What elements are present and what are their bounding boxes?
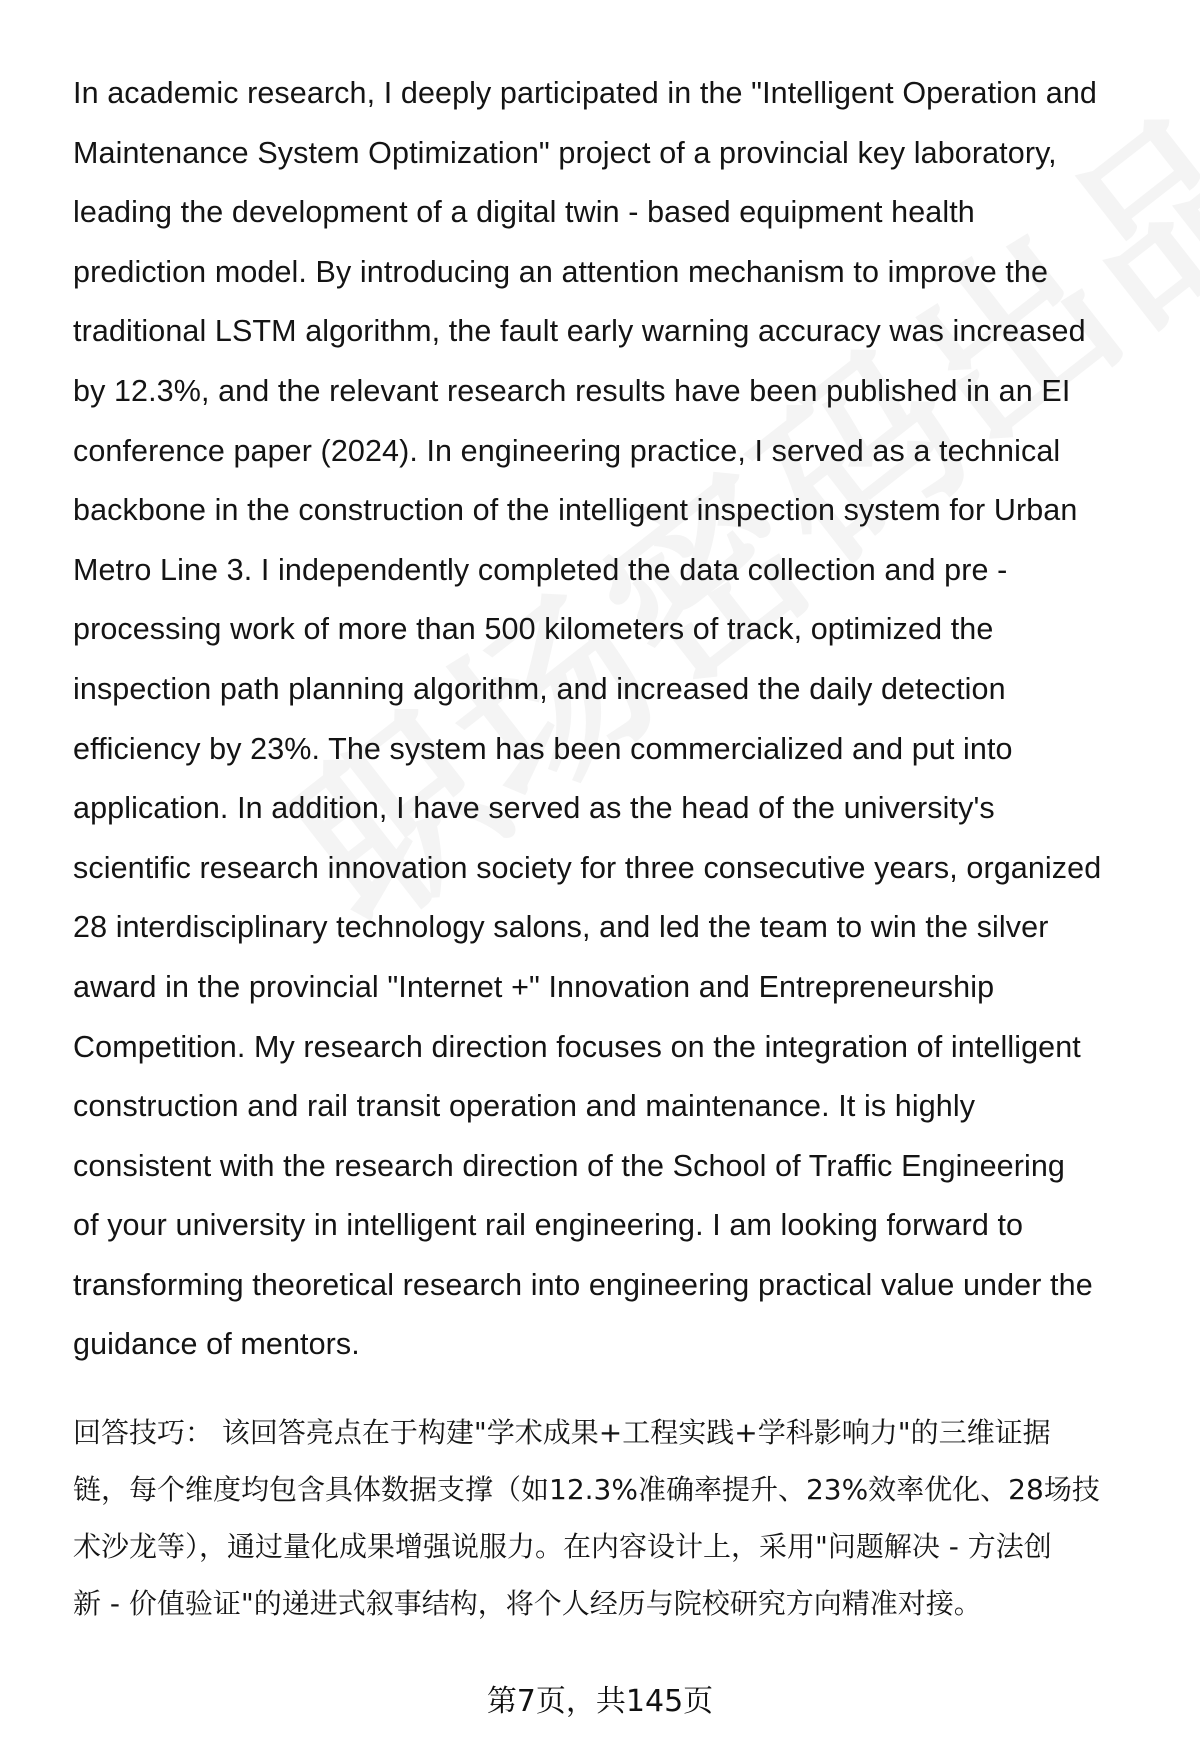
answer-line: leading the development of a digital twin - based equipment health [73,195,975,230]
answer-line: consistent with the research direction of the School of Traffic Engineering [73,1148,1065,1183]
answer-tips-paragraph [73,1404,1158,1632]
tips-line: 链，每个维度均包含具体数据支撑（如12.3%准确率提升、23%效率优化、28场技 [73,1473,1100,1506]
answer-line: prediction model. By introducing an attention mechanism to improve the [73,254,1049,289]
answer-line: Maintenance System Optimization" project of a provincial key laboratory, [73,135,1057,170]
answer-line: by 12.3%, and the relevant research results have been published in an EI [73,373,1071,408]
answer-line: transforming theoretical research into engineering practical value under the [73,1267,1093,1302]
answer-line: Competition. My research direction focuses on the integration of intelligent [73,1029,1081,1064]
page-number-footer: 第7页，共145页 [486,1684,714,1719]
answer-line: Metro Line 3. I independently completed the data collection and pre - [73,552,1008,587]
answer-paragraph [73,64,1158,1375]
answer-line: award in the provincial "Internet +" Innovation and Entrepreneurship [73,969,995,1004]
answer-line: efficiency by 23%. The system has been commercialized and put into [73,731,1013,766]
answer-line: application. In addition, I have served as the head of the university's [73,791,995,826]
answer-line: scientific research innovation society for three consecutive years, organized [73,850,1102,885]
answer-line: In academic research, I deeply participated in the "Intelligent Operation and [73,76,1097,110]
answer-line: guidance of mentors. [73,1327,360,1362]
answer-line: of your university in intelligent rail engineering. I am looking forward to [73,1208,1024,1243]
answer-line: conference paper (2024). In engineering practice, I served as a technical [73,433,1061,468]
answer-line: processing work of more than 500 kilometers of track, optimized the [73,612,994,647]
tips-line: 回答技巧： 该回答亮点在于构建"学术成果+工程实践+学科影响力"的三维证据 [73,1416,1051,1449]
answer-line: construction and rail transit operation and maintenance. It is highly [73,1089,976,1124]
tips-line: 新 - 价值验证"的递进式叙事结构，将个人经历与院校研究方向精准对接。 [73,1587,982,1620]
answer-line: inspection path planning algorithm, and increased the daily detection [73,671,1006,706]
answer-line: 28 interdisciplinary technology salons, and led the team to win the silver [73,910,1049,945]
answer-line: backbone in the construction of the intelligent inspection system for Urban [73,493,1078,528]
answer-line: traditional LSTM algorithm, the fault early warning accuracy was increased [73,314,1086,349]
tips-line: 术沙龙等），通过量化成果增强说服力。在内容设计上，采用"问题解决 - 方法创 [73,1530,1052,1563]
